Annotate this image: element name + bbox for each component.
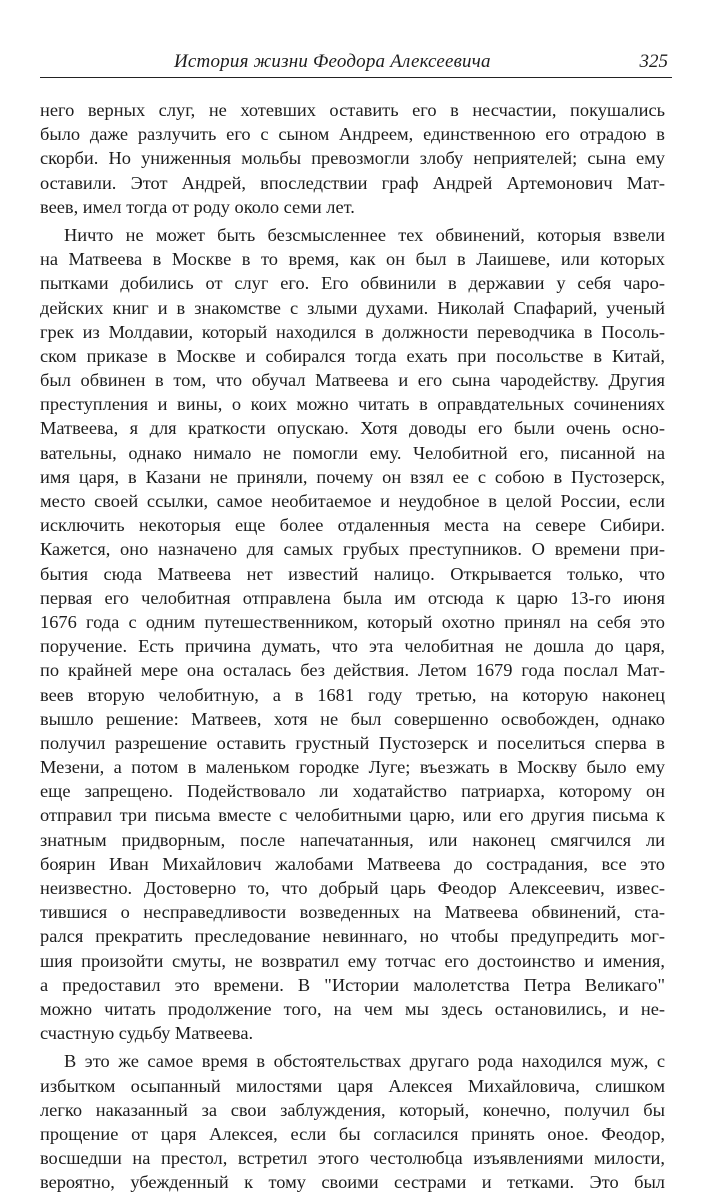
text-line: боярин Иван Михайлович жалобами Матвеева до сострадания, все это [40, 853, 665, 874]
text-line: грек из Молдавии, который находился в должности переводчика в Посоль- [40, 321, 665, 342]
text-body [40, 98, 665, 1198]
text-line: Мезени, а потом в маленьком городке Луге; въезжать в Москву было ему [40, 757, 665, 778]
text-line: веев вторую челобитную, а в 1681 году третью, на которую наконец [40, 684, 665, 705]
text-line: ском приказе в Москве и собирался тогда ехать при посольстве в Китай, [40, 345, 665, 366]
text-line: счастную судьбу Матвеева. [40, 1023, 254, 1044]
text-line: первая его челобитная отправлена была им отсюда к царю 13-го июня [40, 587, 665, 608]
text-line: Ничто не может быть безсмысленнее тех обвинений, которыя взвели [64, 224, 665, 245]
text-line: на Матвеева в Москве в то время, как он был в Лаишеве, или которых [40, 249, 665, 270]
text-line: дейских книг и в знакомстве с злыми духами. Николай Спафарий, ученый [40, 297, 665, 318]
text-line: было даже разлучить его с сыном Андреем, единственною его отрадою в [40, 124, 665, 145]
text-line: отправил три письма вместе с челобитными царю, или его другия письма к [40, 805, 665, 826]
text-line: можно читать продолжение того, на чем мы здесь остановились, и не- [40, 998, 665, 1019]
text-line: был обвинен в том, что обучал Матвеева и его сына чародейству. Другия [40, 370, 665, 391]
text-line: прощение от царя Алексея, если бы согласился принять оное. Феодор, [40, 1123, 665, 1144]
text-line: Кажется, оно назначено для самых грубых преступников. О времени при- [40, 539, 665, 560]
text-line: знатным придворным, после напечатанныя, или наконец смягчился ли [40, 829, 665, 850]
text-line: скорби. Но униженныя мольбы превозмогли злобу неприятелей; сына ему [40, 148, 665, 169]
text-line: еще запрещено. Подействовало ли ходатайство патриарха, которому он [40, 781, 665, 802]
text-line: а предоставил это времени. В "Истории малолетства Петра Великаго" [40, 974, 665, 995]
text-line: пытками добились от слуг его. Его обвинили в державии у себя чаро- [40, 273, 665, 294]
text-line: место своей ссылки, самое необитаемое и неудобное в целой России, если [40, 491, 665, 511]
paragraph [40, 1049, 665, 1194]
text-line: вышло решение: Матвеев, хотя не был совершенно освобожден, однако [40, 708, 665, 729]
text-line: поручение. Есть причина думать, что эта челобитная не дошла до царя, [40, 636, 665, 657]
paragraph [40, 98, 665, 219]
text-line: рался прекратить преследование невиннаго, но чтобы предупредить мог- [40, 926, 665, 947]
text-line: по крайней мере она осталась без действия. Летом 1679 года послал Мат- [40, 660, 665, 681]
text-line: бытия сюда Матвеева нет известий налицо. Открывается только, что [40, 563, 665, 584]
text-line: В это же самое время в обстоятельствах другаго рода находился муж, с [64, 1051, 665, 1072]
text-line: легко наказанный за свои заблуждения, который, конечно, получил бы [40, 1099, 665, 1120]
text-line: него верных слуг, не хотевших оставить его в несчастии, покушались [40, 100, 665, 120]
text-line: получил разрешение оставить грустный Пустозерск и поселиться сперва в [40, 732, 665, 753]
paragraph [40, 223, 665, 1045]
page-number: 325 [639, 51, 668, 72]
text-line: имя царя, в Казани не приняли, почему он взял ее с собою в Пустозерск, [40, 466, 665, 487]
running-title: История жизни Феодора Алексеевича [174, 51, 491, 72]
text-line: вероятно, убежденный к тому своими сестрами и тетками. Это был [40, 1172, 665, 1193]
text-line: веев, имел тогда от роду около семи лет. [40, 196, 355, 217]
text-line: тившися о несправедливости возведенных на Матвеева обвинений, ста- [40, 902, 665, 923]
running-header [40, 51, 672, 78]
text-line: неизвестно. Достоверно то, что добрый царь Феодор Алексеевич, извес- [40, 878, 665, 898]
text-line: Матвеева, я для краткости опускаю. Хотя доводы его были очень осно- [40, 418, 665, 439]
text-line: восшедши на престол, встретил этого честолюбца изъявлениями милости, [40, 1148, 665, 1169]
text-line: преступления и вины, о коих можно читать в оправдательных сочинениях [40, 394, 665, 415]
text-line: избытком осыпанный милостями царя Алексея Михайловича, слишком [40, 1075, 665, 1096]
text-line: оставили. Этот Андрей, впоследствии граф Андрей Артемонович Мат- [40, 172, 665, 193]
text-line: 1676 года с одним путешественником, который охотно принял на себя это [40, 611, 665, 632]
text-line: исключить некоторыя еще более отдаленныя места на севере Сибири. [40, 515, 665, 536]
text-line: вательны, однако нимало не помогли ему. Челобитной его, писанной на [40, 442, 665, 463]
text-line: шия произойти смуты, не возвратил ему тотчас его достоинство и имения, [40, 950, 665, 971]
